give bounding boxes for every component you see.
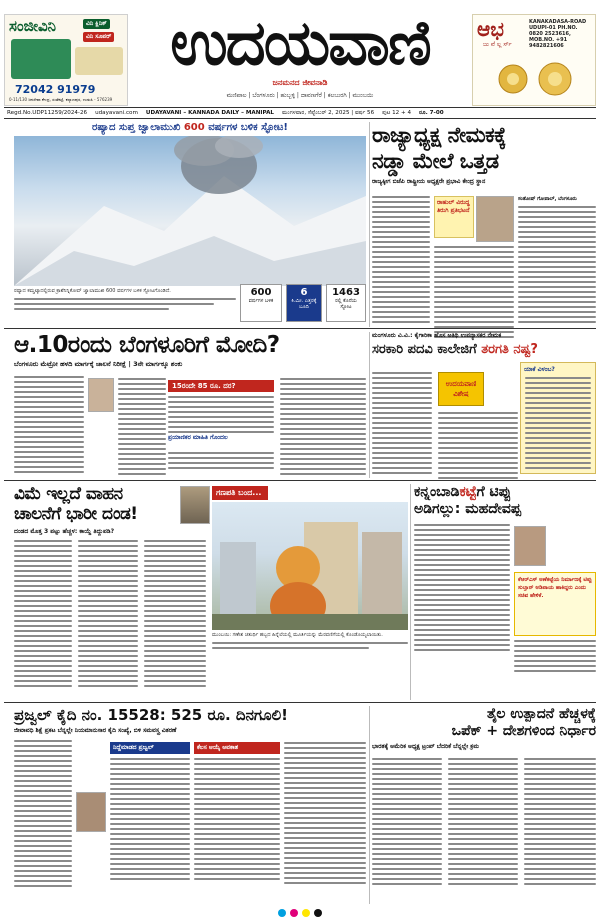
vehicle-story[interactable] [14,484,176,524]
masthead [135,6,465,88]
volcano-caption: ರಷ್ಯಾದ ಕಮ್ಚಟ್ಕಾದಲ್ಲಿರುವ ಕ್ರಾಶೆನಿನ್ನಿಕೋವ್ ಜ್ವಾಲಾಮುಖಿ 600 ವರ್ಷಗಳ ಬಳಿಕ ಸ್ಫೋಟಗೊಂಡಿದೆ. [14,288,171,294]
row-divider-2 [4,480,596,481]
volcano-illustration [14,136,366,286]
ad-left-brand: ಸಂಜೀವಿನಿ [9,17,57,35]
ad-right-logo-sub: ಜು ವೆ ಲ್ಲ ರ್ಸ್ [483,41,512,48]
ganesha-illustration [212,502,408,630]
fact-1-text: ವರ್ಷಗಳ ಬಳಿಕ [248,298,274,304]
college-body-col-2 [438,412,518,479]
oil-headline-1: ತೈಲ ಉತ್ಪಾದನೆ ಹೆಚ್ಚಳಕ್ಕೆ [486,706,596,722]
mahadevappa-photo [514,526,546,566]
prajwal-story[interactable] [14,706,366,735]
magenta-dot [290,909,298,917]
tipu-headline-b: ಗೆ ಟಿಪ್ಪು [476,484,512,500]
masthead-editions: ಮಣಿಪಾಲ | ಬೆಂಗಳೂರು | ಹುಬ್ಬಳ್ಳಿ | ದಾವಣಗೆರೆ | ಕಲಬುರಗಿ | ಮುಂಬಯಿ [226,92,374,99]
college-badge: ಉದಯವಾಣಿ ವಿಶೇಷ [438,372,484,406]
college-side-title: ಯಾಕೆ ವಿಳಂಬ? [524,366,555,373]
nadda-photo [476,196,514,242]
vehicle-headline-1: ವಿಮೆ ಇಲ್ಲದೆ ವಾಹನ [14,484,123,504]
tipu-highlight-box [514,572,596,636]
fact-3-text: ರಲ್ಲಿ ಕೊನೆಯ ಸ್ಫೋಟ [335,298,357,310]
prajwal-photo [76,792,106,832]
modi-body-col-2 [118,378,166,475]
edition-info: ಪುಟ 12 + 4 [382,109,412,116]
fact-2-text: ಕಿ.ಮೀ. ಎತ್ತರಕ್ಕೆ ಬೂದಿ [291,298,317,310]
vehicle-subhead: ದಂಡದ ಮೊತ್ತ 3 ಪಟ್ಟು ಹೆಚ್ಚಳ: ಕಾಯ್ದೆ ತಿದ್ದುಪಡಿ? [14,528,115,535]
ganesha-photo[interactable] [212,502,408,630]
lead-side-label: ರಾಹುಲ್ ವಿರುದ್ಧ ತಿರುಗಿ ಪ್ರತಿಭಟನೆ [434,196,474,238]
yellow-dot [302,909,310,917]
masthead-name[interactable]: ಉದಯವಾಣಿ [170,6,430,79]
fact-2-number: 6 [300,287,308,298]
volcano-fact-1 [240,284,282,322]
prajwal-subhead: ಜೀವಾವಧಿ ಶಿಕ್ಷೆ ಪ್ರಕಟ ಬೆನ್ನಲ್ಲೇ ನಿಯಮಾನುಸಾರ ಕೈದಿ ಸಂಖ್ಯೆ, ಬಿಳಿ ಸಮವಸ್ತ್ರ ವಿತರಣೆ [14,727,177,734]
lead-headline-2: ನಡ್ಡಾ ಮೇಲೆ ಒತ್ತಡ [372,149,499,173]
tipu-body-col-1 [414,524,510,651]
college-headline [372,342,596,358]
modi-box-label: 15ರಂದೇ 85 ರೂ. ದರ? [168,380,274,392]
college-headline-red: ತರಗತಿ ನಷ್ಟ? [481,342,538,357]
college-story[interactable] [372,332,596,358]
oil-story[interactable] [372,706,596,751]
info-bar [4,107,596,119]
tipu-headline-line1 [414,484,596,501]
lead-subhead: ರಾಜ್ಯಕ್ಕೀಗ ಬಿಜೆಪಿ ರಾಷ್ಟ್ರೀಯ ಅಧ್ಯಕ್ಷರೇ ಪ್ರಭಾವಿ ಕೇಂದ್ರ ಸ್ಥಾನ [372,178,486,185]
lead-byline: ಸಂತೋಷ್ ಗೋಪಾಲ್, ಬೆಂಗಳೂರು [518,196,577,202]
modi-subhead: ಬೆಂಗಳೂರು ಮೆಟ್ರೋ ಹಳದಿ ಮಾರ್ಗಕ್ಕೆ ಚಾಲನೆ ನಿರೀಕ್ಷೆ | 3ನೇ ಮಾರ್ಗಕ್ಕೂ ಶಂಕು [14,360,183,368]
lead-body-col-1 [372,196,430,323]
fact-1-number: 600 [250,287,272,298]
price: ರೂ. 7-00 [419,109,444,116]
ad-right-logo: ಆಭ [477,17,504,41]
volcano-fact-3 [326,284,366,322]
fact-3-number: 1463 [332,287,360,298]
prajwal-tag-blue: ನಿದ್ದೆಮಾಡದ ಪ್ರಜ್ವಲ್ [110,742,190,754]
vehicle-body-col-1 [14,540,72,687]
col-divider-1 [369,122,370,327]
oil-body-col-1 [372,758,442,885]
black-dot [314,909,322,917]
prajwal-tag-red: ಕೆಲಸ ಆಯ್ಕೆ ಅವಕಾಶ [194,742,280,754]
prajwal-headline: ಪ್ರಜ್ವಲ್ ಕೈದಿ ನಂ. 15528: 525 ರೂ. ದಿನಗೂಲಿ! [14,706,289,724]
cyan-dot [278,909,286,917]
row-divider-3 [4,702,596,703]
modi-photo [88,378,114,412]
jewellery-icon [493,55,583,103]
website-link[interactable]: udayavani.com [95,110,138,116]
ad-left-image [11,39,71,79]
college-body-col-1 [372,372,432,474]
lead-body-col-2 [434,246,514,338]
ganesha-caption-lines [212,642,408,649]
traffic-photo [180,486,210,524]
row-divider-1 [4,328,596,329]
regd-number: Regd.No.UDP11259/2024-26 [7,110,88,116]
issue-date: ಮಂಗಳವಾರ, ಸೆಪ್ಟೆಂಬರ್ 2, 2025 | ವರ್ಷ 56 [281,109,375,116]
ad-right [472,14,596,106]
college-side-body [521,377,595,469]
vehicle-headline-2: ಚಾಲನೆಗೆ ಭಾರೀ ದಂಡ! [14,504,138,524]
modi-box-body-2 [168,452,274,469]
modi-callout: ಪ್ರಯಾಣಿಕರ ಮಾಹಿತಿ ಗೊಂದಲ [168,434,228,441]
oil-body-col-2 [448,758,518,885]
tipu-headline-2: ಅಡಿಗಲ್ಲು: ಮಹದೇವಪ್ಪ [414,501,521,517]
college-sidebox [520,362,596,474]
vehicle-body-col-3 [144,540,206,687]
tipu-headline-red: ಕಟ್ಟೆ [459,484,477,500]
tipu-body-col-2 [514,640,596,672]
col-divider-2 [369,332,370,478]
vehicle-body-col-2 [78,540,138,687]
college-headline-1: ಸರಕಾರಿ ಪದವಿ ಕಾಲೇಜಿಗೆ [372,342,477,357]
ad-left-image-2 [75,47,123,75]
ad-left-pill-2: ವಿನಿ ಸೂಪರ್ [83,32,114,42]
ganesha-title: ಗಣಪತಿ ಬಂದ... [212,486,268,500]
prajwal-body-col-3 [194,758,280,880]
col-divider-4 [410,484,411,700]
tipu-highlight: ಕೆಆರ್‌ಎಸ್ ಅಣೆಕಟ್ಟೆಯ ನಿರ್ಮಾಣಕ್ಕೆ ಟಿಪ್ಪು ಸುಲ್ತಾನ್ ಅಡಿಪಾಯ ಹಾಕಿದ್ದರು ಎಂದು ಸಚಿವ ಹೇಳಿಕೆ. [518,577,592,599]
prajwal-body-col-1 [14,740,72,887]
ad-left [4,14,128,106]
ganesha-caption: ಮುಂಬಯಿ: ಗಣೇಶ ಚತುರ್ಥಿ ಹಬ್ಬದ ಹಿನ್ನೆಲೆಯಲ್ಲಿ ಮೂರ್ತಿಯನ್ನು ಮೆರವಣಿಗೆಯಲ್ಲಿ ಕೊಂಡೊಯ್ಯಲಾಯಿತು. [212,632,383,638]
modi-headline: ಆ.10ರಂದು ಬೆಂಗಳೂರಿಗೆ ಮೋದಿ? [14,332,280,358]
lead-body-col-3 [518,206,596,323]
ad-right-location: KANAKADASA-ROAD UDUPI-01 PH.NO. 0820 2523616, MOB.NO. +91 9482821606 [529,19,587,49]
prajwal-body-col-4 [284,742,366,884]
ad-left-pill-1: ವಿನಿ ಕ್ಲಿನಿಕ್ [83,19,110,29]
oil-headline-2: ಒಪೆಕ್‌ + ದೇಶಗಳಿಂದ ನಿರ್ಧಾರ [451,723,596,739]
volcano-headline-num: 600 [183,122,205,133]
tipu-headline-a: ಕನ್ನಂಬಾಡಿ [414,484,460,500]
oil-subhead: ಭಾರತಕ್ಕೆ ಅಮೆರಿಕ ಅಧ್ಯಕ್ಷ ಟ್ರಂಪ್ ಬೆದರಿಕೆ ಬೆನ್ನಲ್ಲೇ ಕ್ರಮ [372,743,479,750]
modi-body-col-1 [14,376,84,473]
prajwal-body-col-2 [110,758,190,880]
masthead-tagline: ಜನಮನದ ಜೀವನಾಡಿ [272,78,328,87]
paper-name: UDAYAVANI – KANNADA DAILY – MANIPAL [145,110,274,116]
volcano-headline-b: ವರ್ಷಗಳ ಬಳಿಕ ಸ್ಫೋಟ! [208,122,288,133]
tipu-story[interactable] [414,484,596,518]
ad-left-address: 0-11/130 ಜನಸೇವಾ ಕೇಂದ್ರ, ಸಂತೆಕಟ್ಟೆ, ಕಲ್ಯಾಣಪುರ, ಉಡುಪಿ - 576239 [9,97,113,102]
col-divider-3 [369,706,370,904]
lead-story[interactable] [372,122,596,186]
lead-headline-1: ರಾಜ್ಯಾಧ್ಯಕ್ಷ ನೇಮಕಕ್ಕೆ [372,123,506,147]
ad-left-phone: 72042 91979 [15,83,96,96]
modi-box-body [168,396,274,433]
modi-story[interactable] [14,332,366,369]
oil-body-col-3 [524,758,596,885]
volcano-headline-a: ರಷ್ಯಾದ ಸುಪ್ತ ಜ್ವಾಲಾಮುಖಿ [92,122,181,133]
volcano-photo[interactable] [14,136,366,286]
volcano-caption-lines [14,298,236,310]
print-color-bar [0,906,600,920]
volcano-fact-2 [286,284,322,322]
volcano-headline[interactable] [14,122,366,133]
modi-body-col-3 [280,378,366,475]
college-kicker: ಮಂಗಳೂರು ವಿ.ವಿ.: ಕೈಗಾರಿಕಾ ಹೊಸ ಅತಿಥಿ ಉಪನ್ಯಾಸಕರ ನೇಮಕ [372,332,502,339]
